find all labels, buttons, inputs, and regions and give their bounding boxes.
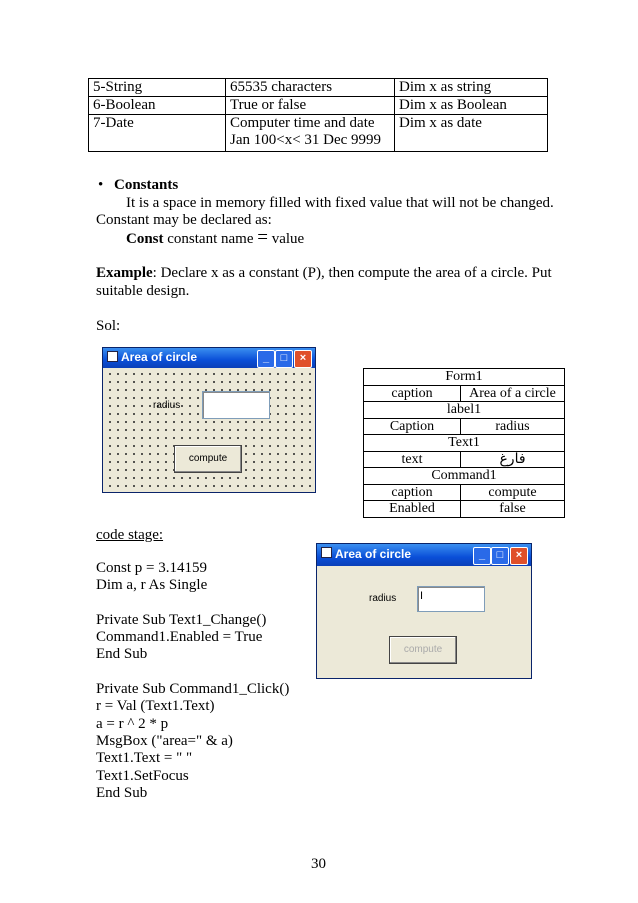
table-cell bbox=[226, 115, 395, 152]
table-row bbox=[364, 468, 565, 485]
table-cell: compute bbox=[461, 484, 565, 501]
const-equals: = bbox=[257, 227, 268, 248]
table-cell: 7-Date bbox=[89, 115, 226, 152]
table-cell: caption bbox=[364, 385, 461, 402]
code-line: Text1.Text = " " bbox=[96, 750, 193, 767]
design-form-title: Area of circle bbox=[121, 350, 198, 364]
code-line: Command1.Enabled = True bbox=[96, 629, 263, 646]
table-row bbox=[364, 385, 565, 402]
form-icon bbox=[321, 547, 332, 558]
const-rest: constant name bbox=[163, 231, 258, 247]
table-cell: radius bbox=[461, 418, 565, 435]
compute-button-disabled[interactable]: compute bbox=[389, 636, 457, 664]
design-form-titlebar bbox=[103, 348, 315, 368]
code-line: Private Sub Text1_Change() bbox=[96, 611, 267, 628]
close-icon[interactable]: × bbox=[510, 547, 528, 565]
form-icon bbox=[107, 351, 118, 362]
table-cell: Enabled bbox=[364, 501, 461, 518]
radius-label: radius bbox=[369, 593, 397, 604]
const-declaration bbox=[126, 229, 304, 248]
example-text: : Declare x as a constant (P), then compute the area of a circle. Put bbox=[152, 265, 552, 281]
close-icon[interactable]: × bbox=[294, 350, 312, 368]
table-row bbox=[364, 418, 565, 435]
run-form-window bbox=[316, 543, 532, 679]
table-cell: فارغ bbox=[461, 451, 565, 468]
constants-heading: Constants bbox=[114, 177, 179, 193]
table-cell: label1 bbox=[364, 402, 565, 419]
code-line: Dim a, r As Single bbox=[96, 577, 208, 594]
example-line-2: suitable design. bbox=[96, 283, 190, 299]
code-line: Private Sub Command1_Click() bbox=[96, 681, 290, 698]
table-cell: text bbox=[364, 451, 461, 468]
constants-text-1: It is a space in memory filled with fixed value that will not be changed. bbox=[126, 195, 554, 211]
code-line: a = r ^ 2 * p bbox=[96, 715, 169, 732]
table-cell: Area of a circle bbox=[461, 385, 565, 402]
radius-label: radius bbox=[153, 400, 181, 411]
sol-label: Sol: bbox=[96, 318, 121, 334]
table-row bbox=[364, 484, 565, 501]
table-cell: Command1 bbox=[364, 468, 565, 485]
code-stage-label: code stage: bbox=[96, 527, 164, 543]
run-form-title: Area of circle bbox=[335, 547, 412, 561]
code-line: End Sub bbox=[96, 646, 148, 663]
code-line: Const p = 3.14159 bbox=[96, 560, 207, 576]
example-line-1 bbox=[96, 264, 552, 282]
table-cell: 65535 characters bbox=[226, 79, 395, 97]
table-cell: Dim x as string bbox=[395, 79, 548, 97]
table-cell: Caption bbox=[364, 418, 461, 435]
table-cell: Dim x as Boolean bbox=[395, 97, 548, 115]
table-row bbox=[89, 79, 548, 97]
page-number: 30 bbox=[311, 856, 326, 872]
code-line bbox=[96, 595, 289, 612]
table-cell: Form1 bbox=[364, 369, 565, 386]
date-range-line-1: Computer time and date bbox=[230, 115, 375, 131]
text1-box[interactable] bbox=[202, 391, 270, 419]
maximize-icon[interactable]: □ bbox=[491, 547, 509, 565]
maximize-icon[interactable]: □ bbox=[275, 350, 293, 368]
data-types-table bbox=[88, 78, 548, 152]
code-line: Text1.SetFocus bbox=[96, 767, 189, 784]
code-line: End Sub bbox=[96, 784, 148, 801]
table-cell: caption bbox=[364, 484, 461, 501]
table-row bbox=[89, 115, 548, 152]
text1-box[interactable] bbox=[417, 586, 485, 612]
table-cell: Dim x as date bbox=[395, 115, 548, 152]
minimize-icon[interactable]: _ bbox=[473, 547, 491, 565]
table-row bbox=[364, 501, 565, 518]
code-line: MsgBox ("area=" & a) bbox=[96, 732, 233, 749]
run-form-titlebar bbox=[317, 544, 531, 566]
table-cell: Text1 bbox=[364, 435, 565, 452]
date-range-line-2: Jan 100<x< 31 Dec 9999 bbox=[230, 132, 382, 148]
table-cell: 6-Boolean bbox=[89, 97, 226, 115]
code-line: r = Val (Text1.Text) bbox=[96, 698, 215, 715]
compute-button[interactable]: compute bbox=[174, 445, 242, 473]
minimize-icon[interactable]: _ bbox=[257, 350, 275, 368]
bullet-icon: • bbox=[98, 177, 104, 193]
constants-text-2: Constant may be declared as: bbox=[96, 212, 272, 228]
table-row bbox=[364, 435, 565, 452]
code-block bbox=[96, 560, 289, 802]
code-line bbox=[96, 664, 289, 681]
const-value: value bbox=[267, 231, 305, 247]
table-row bbox=[89, 97, 548, 115]
text-cursor: I bbox=[420, 590, 424, 602]
table-cell: 5-String bbox=[89, 79, 226, 97]
design-form-window bbox=[102, 347, 316, 493]
example-label: Example bbox=[96, 265, 153, 281]
table-row bbox=[364, 369, 565, 386]
table-cell: false bbox=[461, 501, 565, 518]
properties-table bbox=[363, 368, 565, 518]
table-row bbox=[364, 451, 565, 468]
table-cell: True or false bbox=[226, 97, 395, 115]
const-keyword: Const bbox=[126, 231, 164, 247]
table-row bbox=[364, 402, 565, 419]
